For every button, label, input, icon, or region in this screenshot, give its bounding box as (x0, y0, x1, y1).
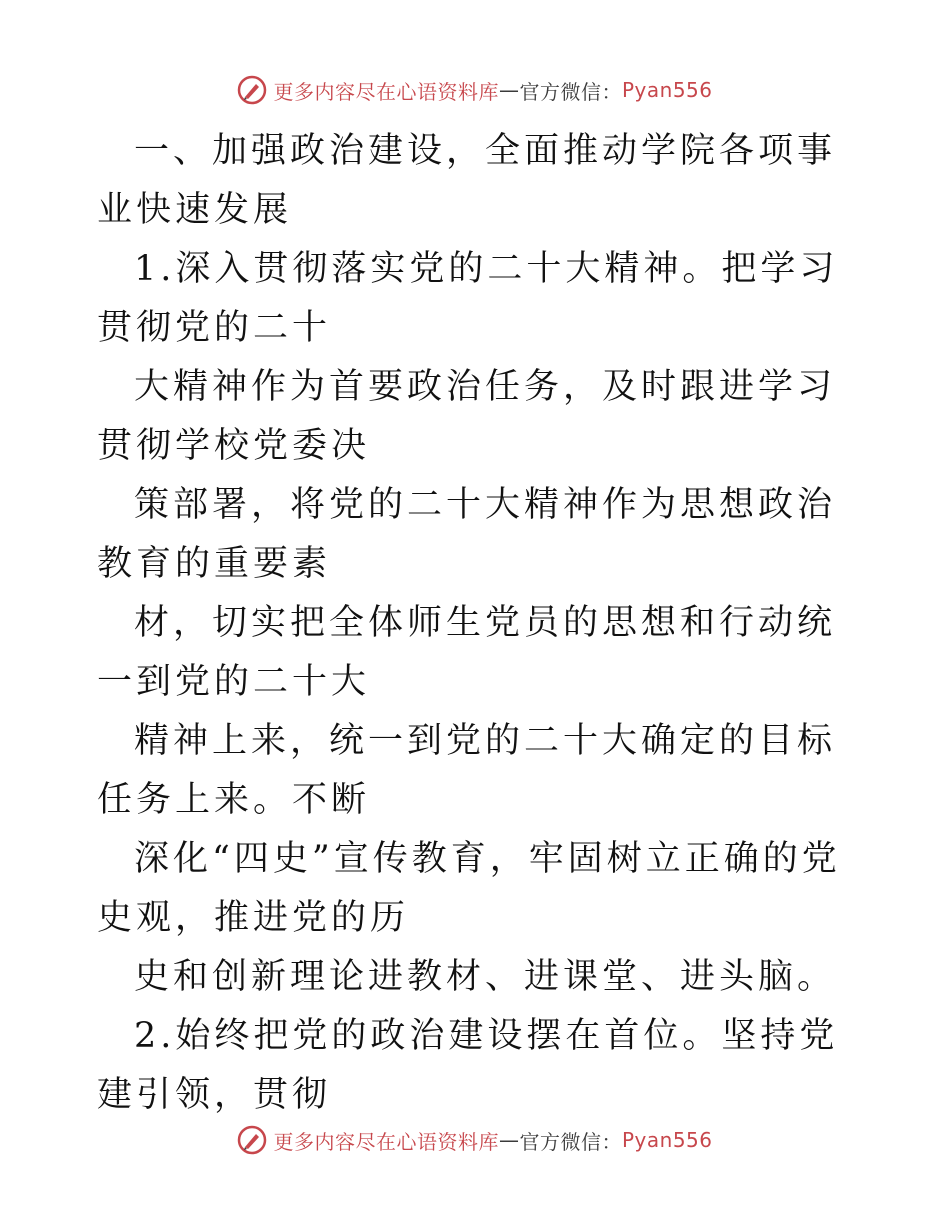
paragraph: 大精神作为首要政治任务，及时跟进学习贯彻学校党委决 (97, 367, 837, 466)
banner-brand-text: 更多内容尽在心语资料库 (273, 1129, 499, 1154)
paragraph: 一、加强政治建设，全面推动学院各项事业快速发展 (97, 131, 837, 230)
pen-logo-icon (237, 1125, 267, 1155)
banner-separator: — (498, 78, 520, 102)
banner-wechat-id: Pyan556 (621, 78, 713, 102)
paragraph: 1.深入贯彻落实党的二十大精神。把学习贯彻党的二十 (97, 249, 839, 348)
paragraph: 策部署，将党的二十大精神作为思想政治教育的重要素 (97, 485, 837, 584)
paragraph: 史和创新理论进教材、进课堂、进头脑。 (134, 957, 837, 997)
footer-watermark-banner (0, 1120, 950, 1160)
pen-logo-icon (237, 75, 267, 105)
banner-brand-text: 更多内容尽在心语资料库 (273, 79, 499, 104)
banner-separator: — (498, 1128, 520, 1152)
paragraph: 材，切实把全体师生党员的思想和行动统一到党的二十大 (97, 603, 837, 702)
paragraph: 深化“四史”宣传教育，牢固树立正确的党史观，推进党的历 (97, 839, 841, 938)
banner-official-label: 官方微信： (519, 79, 622, 104)
paragraph: 2.始终把党的政治建设摆在首位。坚持党建引领，贯彻 (97, 1016, 839, 1115)
paragraph: 精神上来，统一到党的二十大确定的目标任务上来。不断 (97, 721, 837, 820)
header-watermark-banner (0, 70, 950, 110)
banner-wechat-id: Pyan556 (621, 1128, 713, 1152)
banner-official-label: 官方微信： (519, 1129, 622, 1154)
document-body (97, 122, 857, 1125)
